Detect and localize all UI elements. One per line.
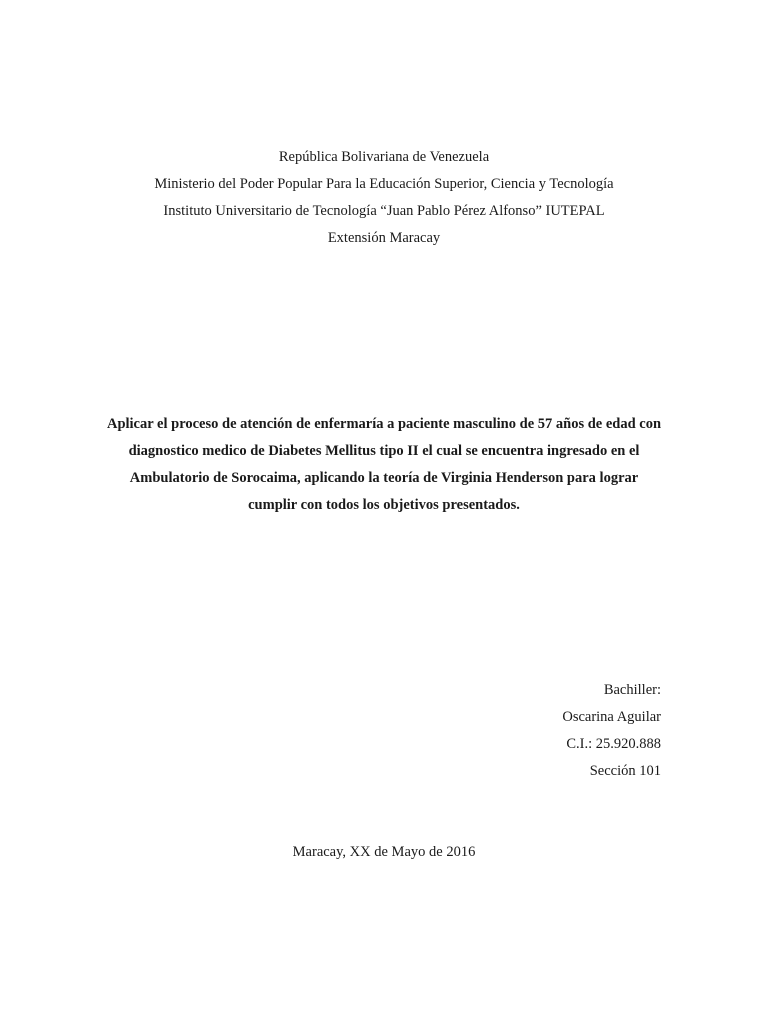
document-title: Aplicar el proceso de atención de enfermaría a paciente masculino de 57 años de edad con diagnostico medico de Diabetes Mellitus tipo II el cual se encuentra ingresado en el Ambulatorio de Sorocaima, aplicando la teoría de Virginia Henderson para lograr cumplir con todos los objetivos presentados. <box>106 416 662 513</box>
author-info <box>361 677 661 785</box>
author-id: C.I.: 25.920.888 <box>566 736 661 752</box>
author-role: Bachiller: <box>603 682 661 698</box>
place-and-date: Maracay, XX de Mayo de 2016 <box>292 844 476 860</box>
institution-header <box>0 144 768 252</box>
institute-name: Instituto Universitario de Tecnología “Juan Pablo Pérez Alfonso” IUTEPAL <box>163 203 605 219</box>
author-name: Oscarina Aguilar <box>562 709 661 725</box>
country-name: República Bolivariana de Venezuela <box>278 149 490 165</box>
author-section: Sección 101 <box>589 763 661 779</box>
ministry-name: Ministerio del Poder Popular Para la Educación Superior, Ciencia y Tecnología <box>154 176 614 192</box>
extension-name: Extensión Maracay <box>327 230 441 246</box>
